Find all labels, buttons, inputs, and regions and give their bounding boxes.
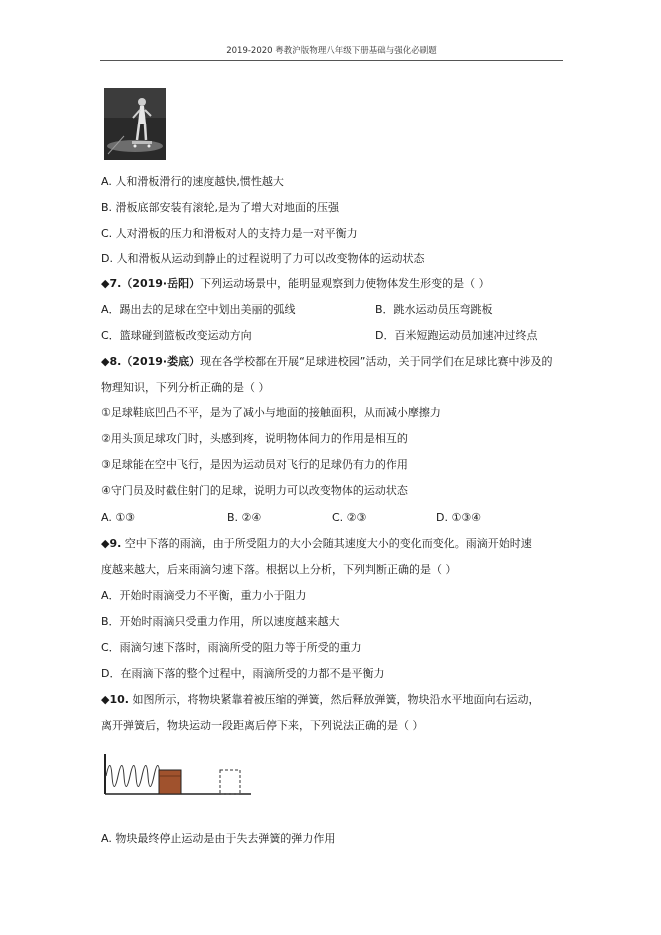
q8-statement-4: ④守门员及时截住射门的足球，说明力可以改变物体的运动状态 — [101, 484, 408, 497]
q7-option-d: D．百米短跑运动员加速冲过终点 — [375, 329, 538, 342]
q7-stem-text: 下列运动场景中，能明显观察到力使物体发生形变的是（ ） — [200, 277, 490, 290]
spring-block-diagram — [103, 750, 253, 800]
q9-stem-line1 — [101, 537, 532, 551]
q7-option-c: C．篮球碰到篮板改变运动方向 — [101, 329, 252, 342]
skateboard-photo — [104, 88, 166, 160]
q8-stem-text: 现在各学校都在开展“足球进校园”活动，关于同学们在足球比赛中涉及的 — [200, 355, 553, 368]
q10-option-a: A. 物块最终停止运动是由于失去弹簧的弹力作用 — [101, 832, 336, 845]
q8-number: ◆8.（2019·娄底） — [101, 355, 201, 368]
q8-option-c: C. ②③ — [332, 511, 367, 524]
q6-option-c: C. 人对滑板的压力和滑板对人的支持力是一对平衡力 — [101, 227, 358, 240]
q9-number: ◆9. — [101, 537, 122, 550]
q7-option-a: A．踢出去的足球在空中划出美丽的弧线 — [101, 303, 296, 316]
q10-stem-text: 如图所示，将物块紧靠着被压缩的弹簧，然后释放弹簧，物块沿水平地面向右运动， — [128, 693, 540, 706]
q8-option-a: A. ①③ — [101, 511, 136, 524]
q7-stem — [101, 277, 490, 291]
q8-option-b: B. ②④ — [227, 511, 262, 524]
q9-option-a: A．开始时雨滴受力不平衡，重力小于阻力 — [101, 589, 307, 602]
page-header: 2019-2020 粤教沪版物理八年级下册基础与强化必刷题 — [226, 46, 437, 56]
q9-stem-text: 空中下落的雨滴，由于所受阻力的大小会随其速度大小的变化而变化。雨滴开始时速 — [121, 537, 532, 550]
q6-option-b: B. 滑板底部安装有滚轮,是为了增大对地面的压强 — [101, 201, 340, 214]
q7-number: ◆7.（2019·岳阳） — [101, 277, 201, 290]
q8-statement-2: ②用头顶足球攻门时，头感到疼，说明物体间力的作用是相互的 — [101, 432, 408, 445]
q8-statement-3: ③足球能在空中飞行，是因为运动员对飞行的足球仍有力的作用 — [101, 458, 408, 471]
q7-option-b: B．跳水运动员压弯跳板 — [375, 303, 493, 316]
q9-option-d: D．在雨滴下落的整个过程中，雨滴所受的力都不是平衡力 — [101, 667, 385, 680]
q9-option-c: C．雨滴匀速下落时，雨滴所受的阻力等于所受的重力 — [101, 641, 362, 654]
q10-stem-line2: 离开弹簧后，物块运动一段距离后停下来，下列说法正确的是（ ） — [101, 719, 424, 732]
q6-option-d: D. 人和滑板从运动到静止的过程说明了力可以改变物体的运动状态 — [101, 252, 425, 265]
q8-option-d: D. ①③④ — [436, 511, 482, 524]
q6-option-a: A. 人和滑板滑行的速度越快,惯性越大 — [101, 175, 284, 188]
q10-number: ◆10. — [101, 693, 129, 706]
q9-stem-line2: 度越来越大，后来雨滴匀速下落。根据以上分析，下列判断正确的是（ ） — [101, 563, 457, 576]
q8-stem-line2: 物理知识，下列分析正确的是（ ） — [101, 381, 270, 394]
q9-option-b: B．开始时雨滴只受重力作用，所以速度越来越大 — [101, 615, 340, 628]
q10-stem-line1 — [101, 693, 539, 707]
q8-statement-1: ①足球鞋底凹凸不平，是为了减小与地面的接触面积，从而减小摩擦力 — [101, 406, 441, 419]
header-rule — [100, 60, 563, 61]
q8-stem-line1 — [101, 355, 553, 369]
